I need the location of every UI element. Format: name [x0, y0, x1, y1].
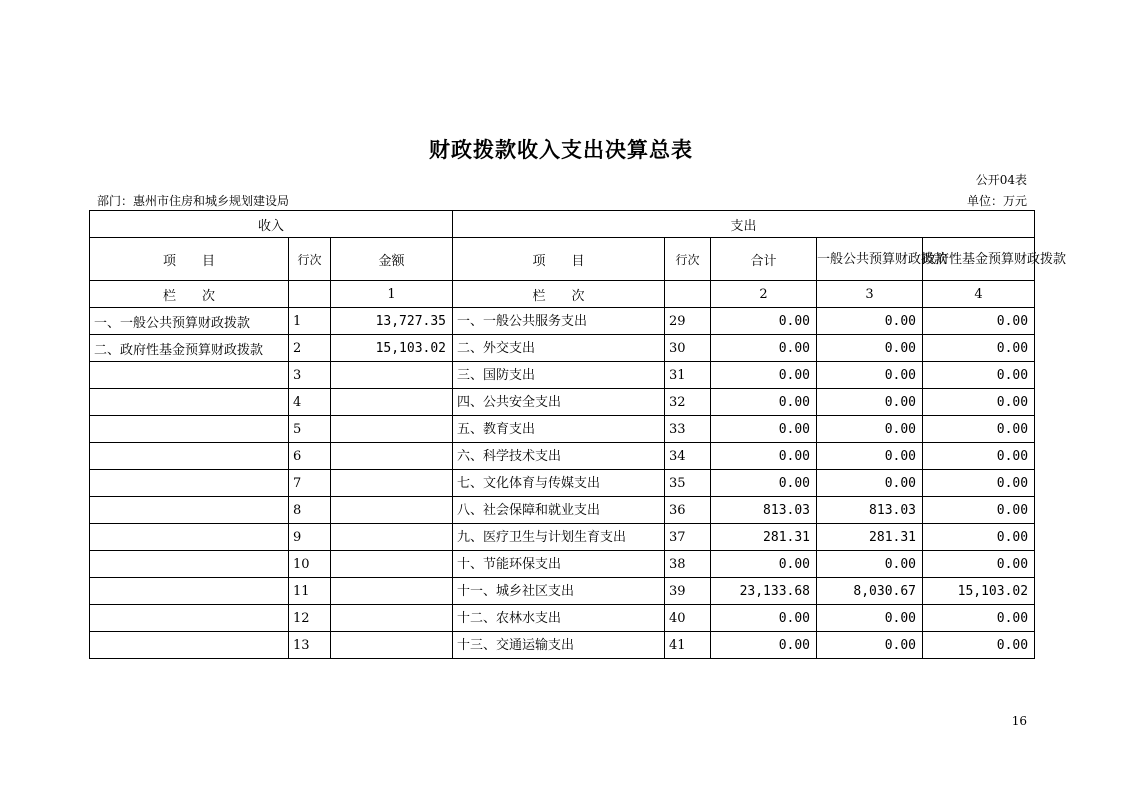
income-amount: [331, 605, 453, 632]
income-amount: [331, 362, 453, 389]
empty-cell: [665, 281, 711, 308]
expenditure-item: 六、科学技术支出: [453, 443, 665, 470]
income-item: [90, 362, 289, 389]
income-item-header: 项 目: [90, 238, 289, 281]
income-line-number: 1: [289, 308, 331, 335]
expenditure-line-number: 29: [665, 308, 711, 335]
income-line-number: 6: [289, 443, 331, 470]
expenditure-item: 十三、交通运输支出: [453, 632, 665, 659]
expenditure-line-number: 39: [665, 578, 711, 605]
income-header: 收入: [90, 211, 453, 238]
income-line-number: 3: [289, 362, 331, 389]
total-amount: 0.00: [711, 632, 817, 659]
income-item: [90, 443, 289, 470]
fund-budget-amount: 0.00: [923, 524, 1035, 551]
income-line-number: 13: [289, 632, 331, 659]
table-row: [90, 605, 1035, 632]
general-budget-amount: 0.00: [817, 605, 923, 632]
expenditure-item: 十一、城乡社区支出: [453, 578, 665, 605]
general-budget-amount: 0.00: [817, 470, 923, 497]
expenditure-line-number: 30: [665, 335, 711, 362]
income-line-number: 9: [289, 524, 331, 551]
fund-budget-amount: 0.00: [923, 551, 1035, 578]
table-row: [90, 497, 1035, 524]
expenditure-line-header: 行次: [665, 238, 711, 281]
expenditure-line-number: 35: [665, 470, 711, 497]
expenditure-item: 一、一般公共服务支出: [453, 308, 665, 335]
income-amount: [331, 443, 453, 470]
expenditure-item-header: 项 目: [453, 238, 665, 281]
total-amount: 0.00: [711, 551, 817, 578]
expenditure-item: 十、节能环保支出: [453, 551, 665, 578]
header-row-columns: [90, 238, 1035, 281]
expenditure-item: 七、文化体育与传媒支出: [453, 470, 665, 497]
income-amount-header: 金额: [331, 238, 453, 281]
fund-budget-amount: 0.00: [923, 470, 1035, 497]
page-title: 财政拨款收入支出决算总表: [429, 137, 693, 162]
income-line-number: 10: [289, 551, 331, 578]
income-item: [90, 551, 289, 578]
column-number-2: 2: [711, 281, 817, 308]
expenditure-item: 九、医疗卫生与计划生育支出: [453, 524, 665, 551]
income-column-label: 栏 次: [90, 281, 289, 308]
table-row: [90, 551, 1035, 578]
total-amount: 0.00: [711, 308, 817, 335]
expenditure-item: 二、外交支出: [453, 335, 665, 362]
unit-label: 单位：万元: [966, 194, 1027, 208]
income-line-number: 5: [289, 416, 331, 443]
expenditure-item: 十二、农林水支出: [453, 605, 665, 632]
general-budget-amount: 8,030.67: [817, 578, 923, 605]
general-budget-amount: 0.00: [817, 308, 923, 335]
expenditure-item: 五、教育支出: [453, 416, 665, 443]
income-amount: 15,103.02: [331, 335, 453, 362]
general-budget-amount: 0.00: [817, 362, 923, 389]
expenditure-header: 支出: [453, 211, 1035, 238]
income-item: [90, 416, 289, 443]
expenditure-line-number: 37: [665, 524, 711, 551]
header-row-sections: [90, 211, 1035, 238]
fund-budget-amount: 0.00: [923, 389, 1035, 416]
income-line-header: 行次: [289, 238, 331, 281]
income-amount: [331, 578, 453, 605]
form-number: 公开04表: [975, 173, 1027, 187]
expenditure-line-number: 31: [665, 362, 711, 389]
general-budget-amount: 0.00: [817, 551, 923, 578]
income-amount: [331, 389, 453, 416]
fund-budget-amount: 0.00: [923, 497, 1035, 524]
page-number: 16: [1011, 714, 1027, 728]
table-row: [90, 416, 1035, 443]
income-amount: [331, 416, 453, 443]
general-budget-header: 一般公共预算财政拨款: [817, 238, 923, 281]
total-amount: 0.00: [711, 335, 817, 362]
table-body: [90, 308, 1035, 659]
expenditure-line-number: 38: [665, 551, 711, 578]
fund-budget-amount: 0.00: [923, 362, 1035, 389]
general-budget-amount: 813.03: [817, 497, 923, 524]
expenditure-column-label: 栏 次: [453, 281, 665, 308]
income-line-number: 2: [289, 335, 331, 362]
income-line-number: 7: [289, 470, 331, 497]
total-amount: 281.31: [711, 524, 817, 551]
empty-cell: [289, 281, 331, 308]
income-item: [90, 497, 289, 524]
income-item: 二、政府性基金预算财政拨款: [90, 335, 289, 362]
income-item: [90, 389, 289, 416]
general-budget-amount: 281.31: [817, 524, 923, 551]
income-line-number: 4: [289, 389, 331, 416]
column-number-4: 4: [923, 281, 1035, 308]
fund-budget-amount: 0.00: [923, 605, 1035, 632]
total-amount: 23,133.68: [711, 578, 817, 605]
department-label: 部门：: [97, 194, 134, 208]
expenditure-line-number: 36: [665, 497, 711, 524]
income-item: [90, 605, 289, 632]
income-item: [90, 578, 289, 605]
income-amount: [331, 524, 453, 551]
general-budget-amount: 0.00: [817, 335, 923, 362]
total-amount: 0.00: [711, 443, 817, 470]
column-number-3: 3: [817, 281, 923, 308]
income-item: [90, 524, 289, 551]
table-row: [90, 578, 1035, 605]
income-line-number: 11: [289, 578, 331, 605]
expenditure-line-number: 40: [665, 605, 711, 632]
total-amount: 0.00: [711, 416, 817, 443]
fund-budget-header: 政府性基金预算财政拨款: [923, 238, 1035, 281]
fund-budget-amount: 0.00: [923, 308, 1035, 335]
table-row: [90, 524, 1035, 551]
income-line-number: 8: [289, 497, 331, 524]
expenditure-line-number: 34: [665, 443, 711, 470]
table-row: [90, 308, 1035, 335]
general-budget-amount: 0.00: [817, 443, 923, 470]
expenditure-item: 八、社会保障和就业支出: [453, 497, 665, 524]
expenditure-line-number: 33: [665, 416, 711, 443]
income-amount: [331, 497, 453, 524]
budget-table: [89, 210, 1067, 659]
fund-budget-amount: 15,103.02: [923, 578, 1035, 605]
expenditure-item: 三、国防支出: [453, 362, 665, 389]
income-amount: [331, 470, 453, 497]
general-budget-amount: 0.00: [817, 389, 923, 416]
income-item: [90, 470, 289, 497]
income-amount: [331, 551, 453, 578]
income-line-number: 12: [289, 605, 331, 632]
header-row-column-numbers: [90, 281, 1035, 308]
expenditure-line-number: 41: [665, 632, 711, 659]
general-budget-amount: 0.00: [817, 632, 923, 659]
general-budget-amount: 0.00: [817, 416, 923, 443]
expenditure-line-number: 32: [665, 389, 711, 416]
total-amount: 0.00: [711, 605, 817, 632]
department-line: [97, 192, 289, 209]
fund-budget-amount: 0.00: [923, 632, 1035, 659]
fund-budget-amount: 0.00: [923, 443, 1035, 470]
income-amount: 13,727.35: [331, 308, 453, 335]
table-row: [90, 362, 1035, 389]
total-amount: 813.03: [711, 497, 817, 524]
fund-budget-amount: 0.00: [923, 416, 1035, 443]
total-amount: 0.00: [711, 362, 817, 389]
total-header: 合计: [711, 238, 817, 281]
income-amount: [331, 632, 453, 659]
fund-budget-amount: 0.00: [923, 335, 1035, 362]
income-item: 一、一般公共预算财政拨款: [90, 308, 289, 335]
income-item: [90, 632, 289, 659]
department-name: 惠州市住房和城乡规划建设局: [133, 194, 290, 208]
table-row: [90, 470, 1035, 497]
total-amount: 0.00: [711, 389, 817, 416]
table-row: [90, 389, 1035, 416]
table-row: [90, 335, 1035, 362]
total-amount: 0.00: [711, 470, 817, 497]
column-number-1: 1: [331, 281, 453, 308]
table-row: [90, 632, 1035, 659]
expenditure-item: 四、公共安全支出: [453, 389, 665, 416]
table-row: [90, 443, 1035, 470]
